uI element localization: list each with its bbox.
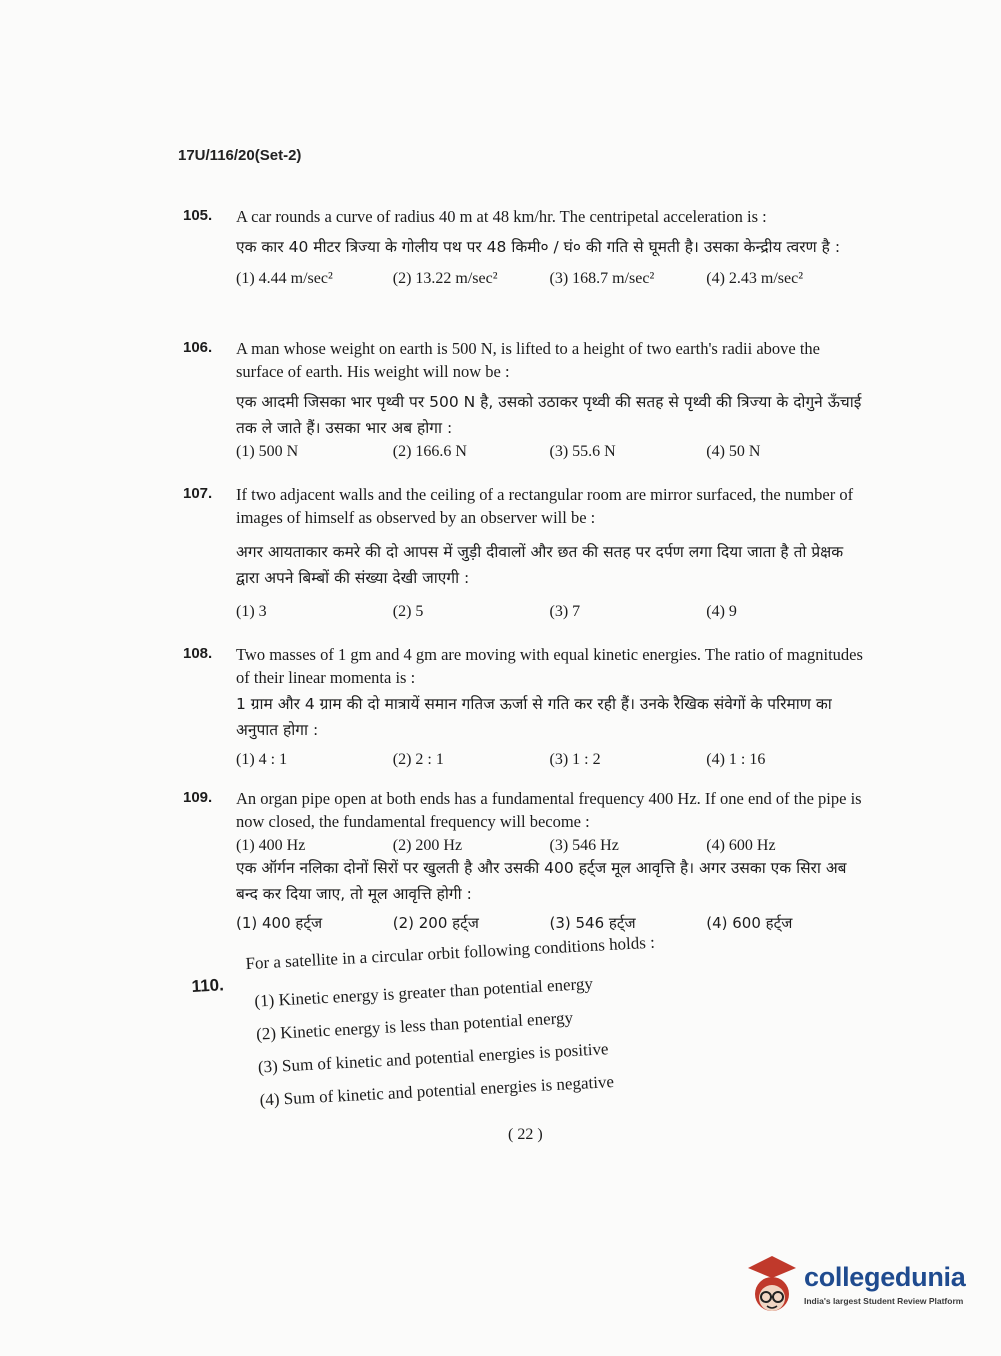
question-text-english: A car rounds a curve of radius 40 m at 48 km/hr. The centripetal acceleration is : [236, 207, 767, 226]
options-row [236, 603, 863, 621]
option-4: (4) 1 : 16 [706, 751, 766, 768]
question-text-hindi: एक आदमी जिसका भार पृथ्वी पर 500 N है, उसको उठाकर पृथ्वी की सतह से पृथ्वी की त्रिज्या के दोगुने ऊँचाई तक ले जाते हैं। उसका भार अब होगा : [236, 393, 862, 437]
option-2: (2) 200 Hz [392, 837, 463, 854]
question-text-hindi: अगर आयताकार कमरे की दो आपस में जुड़ी दीवालों और छत की सतह पर दर्पण लगा दिया जाता है तो प्रेक्षक द्वारा अपने बिम्बों की संख्या देखी जाएगी : [236, 543, 844, 587]
question-number: 107. [183, 485, 213, 502]
option-2: (2) 13.22 m/sec² [392, 270, 498, 287]
option-2: (2) 5 [392, 603, 424, 620]
option-2: (2) 2 : 1 [392, 751, 444, 768]
option-1: (1) 3 [236, 603, 267, 620]
question-number: 106. [183, 339, 213, 356]
option-4: (4) 9 [706, 603, 737, 620]
question-text-hindi: 1 ग्राम और 4 ग्राम की दो मात्रायें समान गतिज ऊर्जा से गति कर रही हैं। उनके रैखिक संवेगों के परिमाण का अनुपात होगा : [236, 695, 832, 739]
options-row [236, 270, 863, 288]
option-1: (1) 4 : 1 [236, 751, 288, 768]
option-3: (3) 546 Hz [549, 837, 619, 854]
logo-tagline: India's largest Student Review Platform [804, 1296, 964, 1306]
options-row [236, 751, 863, 769]
mascot-icon [742, 1250, 802, 1320]
page-number: ( 22 ) [508, 1126, 543, 1143]
option-2-hindi: (2) 200 हर्ट्ज [392, 914, 479, 932]
option-4: (4) 600 Hz [706, 837, 776, 854]
question-text-english: For a satellite in a circular orbit following conditions holds : [245, 932, 656, 974]
question-text-english: Two masses of 1 gm and 4 gm are moving with equal kinetic energies. The ratio of magnitudes of their linear momenta is : [236, 645, 863, 687]
option-1: (1) 4.44 m/sec² [236, 270, 333, 287]
question-number: 108. [183, 645, 213, 662]
options-list [254, 959, 758, 1117]
question-105 [183, 205, 863, 288]
collegedunia-logo [742, 1250, 972, 1320]
option-3-hindi: (3) 546 हर्ट्ज [549, 914, 636, 932]
options-row [236, 443, 863, 461]
question-number: 109. [183, 789, 213, 806]
option-4-hindi: (4) 600 हर्ट्ज [706, 914, 793, 932]
question-text-english: An organ pipe open at both ends has a fundamental frequency 400 Hz. If one end of the pipe is now closed, the fundamental frequency will become : [236, 789, 862, 831]
question-number: 105. [183, 207, 213, 224]
question-number: 110. [191, 975, 225, 996]
option-1: (1) 500 N [236, 443, 299, 460]
options-row-hindi [236, 913, 863, 933]
question-text-hindi: एक ऑर्गन नलिका दोनों सिरों पर खुलती है और उसकी 400 हर्ट्ज मूल आवृत्ति है। अगर उसका एक सिरा अब बन्द कर दिया जाए, तो मूल आवृत्ति होगी : [236, 859, 847, 903]
question-106 [183, 337, 863, 461]
option-3: (3) 7 [549, 603, 581, 620]
question-109 [183, 787, 863, 933]
option-4: (4) 2.43 m/sec² [706, 270, 804, 287]
option-4: (4) 50 N [706, 443, 761, 460]
option-3: (3) 55.6 N [549, 443, 616, 460]
logo-wordmark: collegedunia [804, 1262, 966, 1292]
options-row [236, 837, 863, 855]
option-1: (1) Kinetic energy is greater than potential energy [254, 973, 594, 1011]
paper-code: 17U/116/20(Set-2) [178, 147, 302, 164]
option-3: (3) 1 : 2 [549, 751, 601, 768]
option-1-hindi: (1) 400 हर्ट्ज [236, 914, 323, 932]
question-text-hindi: एक कार 40 मीटर त्रिज्या के गोलीय पथ पर 48 किमी० / घं० की गति से घूमती है। उसका केन्द्रीय त्वरण है : [236, 238, 841, 256]
question-text-english: If two adjacent walls and the ceiling of a rectangular room are mirror surfaced, the number of images of himself as observed by an observer will be : [236, 485, 854, 527]
option-1: (1) 400 Hz [236, 837, 306, 854]
option-2: (2) Kinetic energy is less than potential energy [255, 1008, 574, 1044]
option-3: (3) 168.7 m/sec² [549, 270, 655, 287]
option-4: (4) Sum of kinetic and potential energies is negative [259, 1072, 615, 1110]
option-3: (3) Sum of kinetic and potential energies is positive [257, 1039, 609, 1077]
question-110 [190, 926, 758, 1120]
question-108 [183, 643, 863, 769]
question-text-english: A man whose weight on earth is 500 N, is lifted to a height of two earth's radii above the surface of earth. His weight will now be : [236, 339, 821, 381]
option-2: (2) 166.6 N [392, 443, 467, 460]
question-107 [183, 483, 863, 621]
